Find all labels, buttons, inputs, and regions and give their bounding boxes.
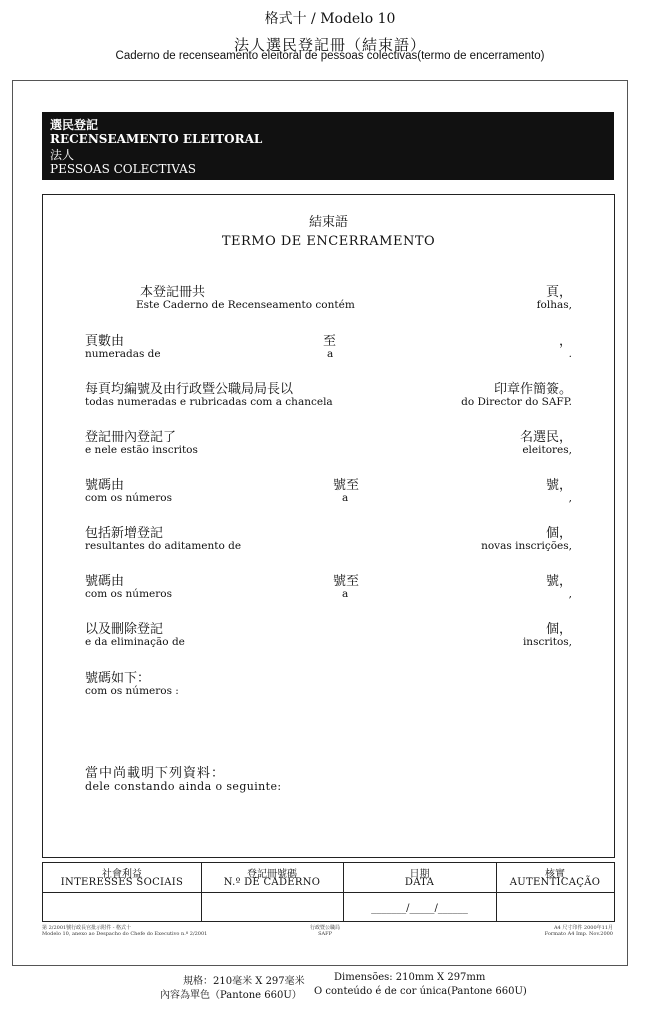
bottom-zh2: 內容為單色（Pantone 660U） xyxy=(160,990,302,1001)
bottom-zh1: 規格：210毫米 X 297毫米 xyxy=(183,976,305,987)
fine-left: 第 2/2001號行政長官批示附件 - 格式十 Modelo 10, anexo ao Despacho do Chefe do Executivo n.º 2/2001 xyxy=(42,925,208,937)
row5-zh-left: 號碼由 xyxy=(85,478,125,493)
row5-pt-mid: a xyxy=(342,492,349,504)
row7-zh-left: 號碼由 xyxy=(85,574,125,589)
fine-right: A4 尺寸印件 2000年11月 Formato A4 Imp. Nov.2000 xyxy=(544,925,613,937)
footer-col2-zh: 登記冊號碼 xyxy=(247,869,297,880)
row3-zh-right: 印章作簡簽。 xyxy=(493,382,572,397)
row1-zh-left: 本登記冊共 xyxy=(140,285,206,300)
row6-pt-right: novas inscrições, xyxy=(481,540,572,552)
termo-frame xyxy=(42,194,615,858)
row9-pt-left: com os números : xyxy=(85,685,179,697)
footer-col1-zh: 社會利益 xyxy=(102,869,142,880)
footer-table xyxy=(42,862,615,922)
band-zh1: 選民登記 xyxy=(50,118,99,132)
row2-pt-mid: a xyxy=(327,348,334,360)
row5-pt-left: com os números xyxy=(85,492,172,504)
footer-col4-zh: 核實 xyxy=(545,869,565,880)
footer-col1-pt: INTERESSES SOCIAIS xyxy=(60,877,184,888)
header-band xyxy=(42,112,614,180)
row2-zh-left: 頁數由 xyxy=(85,334,125,349)
row6-zh-right: 個， xyxy=(545,526,572,541)
row1-zh-right: 頁， xyxy=(545,285,572,300)
row5-pt-right: , xyxy=(568,492,572,504)
row7-zh-mid: 號至 xyxy=(333,574,360,589)
row3-zh-left: 每頁均編號及由行政暨公職局局長以 xyxy=(85,382,294,397)
document-title-zh: 法人選民登記冊（結束語） xyxy=(233,36,426,54)
row2-zh-mid: 至 xyxy=(323,334,337,349)
row2-zh-right: ， xyxy=(558,334,572,349)
row8-pt-right: inscritos, xyxy=(522,636,572,648)
extra-zh: 當中尚載明下列資料： xyxy=(85,766,226,781)
row4-zh-right: 名選民， xyxy=(519,430,572,445)
footer-col3-pt: DATA xyxy=(404,877,435,888)
row7-pt-right: , xyxy=(568,588,572,600)
row1-pt-right: folhas, xyxy=(536,299,572,311)
model-label: 格式十 / Modelo 10 xyxy=(264,11,396,27)
row7-zh-right: 號， xyxy=(545,574,572,589)
extra-pt: dele constando ainda o seguinte: xyxy=(85,780,282,793)
row9-zh-left: 號碼如下： xyxy=(85,671,151,686)
row2-pt-right: . xyxy=(568,348,572,360)
footer-row-divider xyxy=(43,892,614,893)
bottom-pt2: O conteúdo é de cor única(Pantone 660U) xyxy=(314,986,527,997)
footer-col2-pt: N.º DE CADERNO xyxy=(223,877,321,888)
row8-zh-left: 以及刪除登記 xyxy=(85,622,164,637)
row3-pt-right: do Director do SAFP. xyxy=(461,396,572,408)
termo-title-zh: 結束語 xyxy=(308,215,348,230)
footer-col3-zh: 日期 xyxy=(409,869,430,880)
footer-col4-pt: AUTENTICAÇÃO xyxy=(509,877,601,888)
row4-zh-left: 登記冊內登記了 xyxy=(85,430,177,445)
band-pt1: RECENSEAMENTO ELEITORAL xyxy=(50,132,263,146)
document-title-pt: Caderno de recenseamento eleitoral de pessoas colectivas(termo de encerramento) xyxy=(115,50,545,62)
row4-pt-left: e nele estão inscritos xyxy=(85,444,198,456)
row7-pt-left: com os números xyxy=(85,588,172,600)
bottom-pt1: Dimensões: 210mm X 297mm xyxy=(334,972,486,983)
band-zh2: 法人 xyxy=(50,148,75,162)
row3-pt-left: todas numeradas e rubricadas com a chancela xyxy=(85,396,333,408)
row5-zh-mid: 號至 xyxy=(333,478,360,493)
row8-zh-right: 個， xyxy=(545,622,572,637)
row5-zh-right: 號， xyxy=(545,478,572,493)
band-pt2: PESSOAS COLECTIVAS xyxy=(50,162,197,176)
row7-pt-mid: a xyxy=(342,588,349,600)
row2-pt-left: numeradas de xyxy=(85,348,161,360)
row8-pt-left: e da eliminação de xyxy=(85,636,185,648)
date-field[interactable]: _______/_____/______ xyxy=(371,903,468,914)
row6-zh-left: 包括新增登記 xyxy=(85,526,164,541)
fine-mid: 行政暨公職局 SAFP xyxy=(309,925,340,937)
row6-pt-left: resultantes do aditamento de xyxy=(85,540,242,552)
row1-pt-left: Este Caderno de Recenseamento contém xyxy=(136,299,355,311)
row4-pt-right: eleitores, xyxy=(522,444,572,456)
termo-title-pt: TERMO DE ENCERRAMENTO xyxy=(221,234,436,249)
